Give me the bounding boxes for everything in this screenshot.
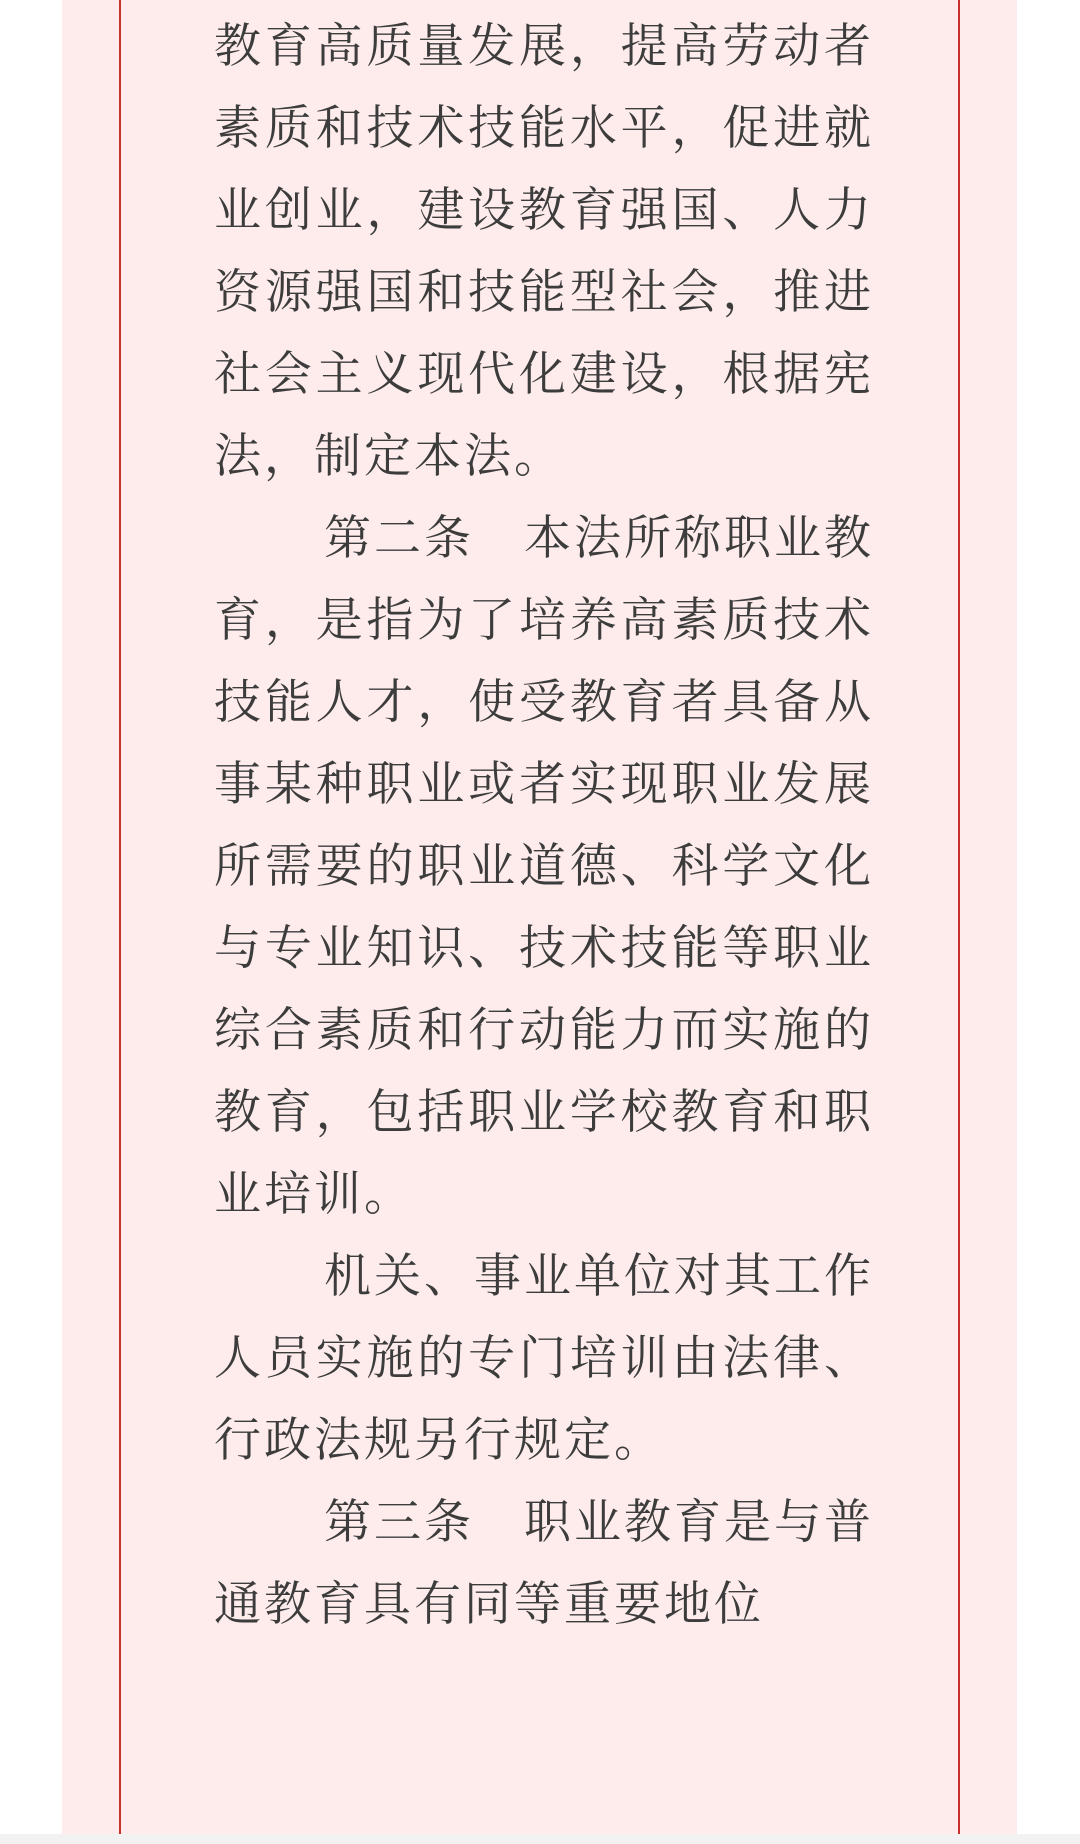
paragraph-article-2: 第二条 本法所称职业教育，是指为了培养高素质技术技能人才，使受教育者具备从事某种职业或者实现职业发展所需要的职业道德、科学文化与专业知识、技术技能等职业综合素质和行动能力而实施的教育，包括职业学校教育和职业培训。 xyxy=(214,511,874,1222)
page-border-right xyxy=(958,0,960,1834)
document-page xyxy=(62,0,1017,1834)
law-text-body xyxy=(214,6,874,1646)
paragraph-article-2-clause-2: 机关、事业单位对其工作人员实施的专门培训由法律、行政法规另行规定。 xyxy=(214,1249,874,1468)
page-border-left xyxy=(119,0,121,1834)
paragraph-article-1-continuation: 教育高质量发展，提高劳动者素质和技术技能水平，促进就业创业，建设教育强国、人力资源强国和技能型社会，推进社会主义现代化建设，根据宪法，制定本法。 xyxy=(214,19,874,484)
paragraph-article-3: 第三条 职业教育是与普通教育具有同等重要地位 xyxy=(214,1495,874,1632)
bottom-edge xyxy=(0,1834,1080,1844)
